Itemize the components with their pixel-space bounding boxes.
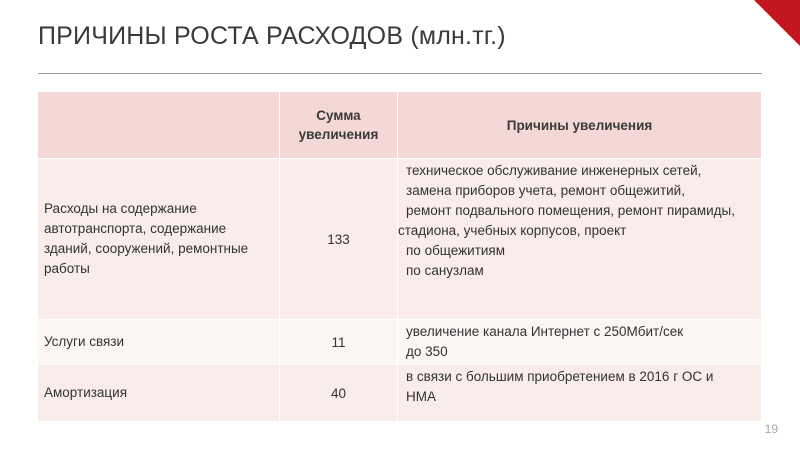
title-divider (38, 73, 762, 74)
expense-table (37, 91, 762, 422)
reason-item: увеличение канала Интернет с 250Мбит/сек (406, 324, 684, 339)
slide-title: ПРИЧИНЫ РОСТА РАСХОДОВ (млн.тг.) (38, 22, 506, 50)
reason-item: ремонт подвального помещения, ремонт пирамиды, стадиона, учебных корпусов, проект (398, 203, 735, 238)
table-header-row (38, 92, 762, 159)
row-reasons (398, 320, 762, 365)
reason-item: НМА (406, 389, 436, 404)
table-row (38, 159, 762, 320)
reason-item: техническое обслуживание инженерных сетей, (406, 163, 702, 178)
row-reasons (398, 365, 762, 422)
reason-item: замена приборов учета, ремонт общежитий, (406, 183, 685, 198)
corner-accent (754, 0, 800, 46)
row-item: Услуги связи (38, 320, 280, 365)
header-reasons: Причины увеличения (398, 92, 762, 159)
header-amount: Сумма увеличения (280, 92, 398, 159)
reason-item: по санузлам (406, 263, 484, 278)
row-amount: 133 (280, 159, 398, 320)
row-item: Амортизация (38, 365, 280, 422)
row-item: Расходы на содержание автотранспорта, содержание зданий, сооружений, ремонтные работы (38, 159, 280, 320)
reason-item: в связи с большим приобретением в 2016 г ОС и (406, 369, 714, 384)
reason-item: по общежитиям (406, 243, 506, 258)
reason-item: до 350 (406, 344, 448, 359)
row-amount: 40 (280, 365, 398, 422)
row-reasons (398, 159, 762, 320)
page-number: 19 (764, 422, 778, 436)
table-row (38, 365, 762, 422)
table-row (38, 320, 762, 365)
row-amount: 11 (280, 320, 398, 365)
header-item (38, 92, 280, 159)
